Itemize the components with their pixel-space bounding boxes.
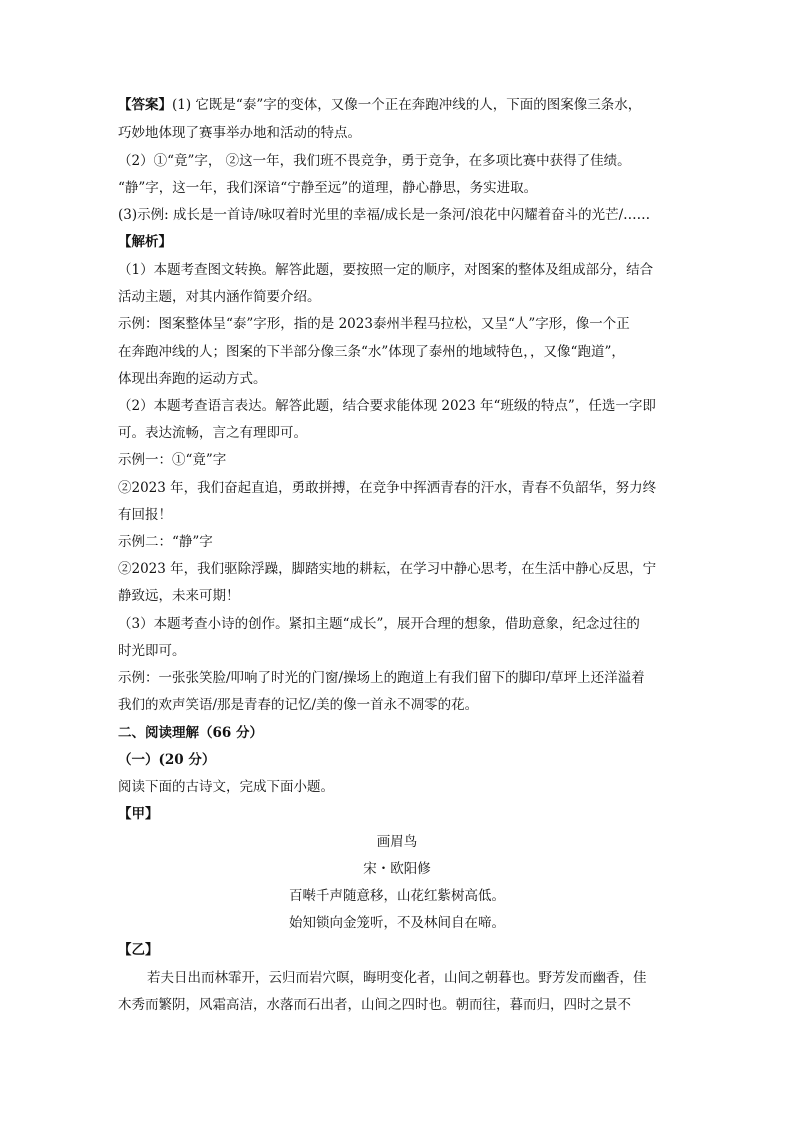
analysis-line-2: 活动主题，对其内涵作简要介绍。 (118, 289, 321, 305)
analysis-line-11: 示例二：“静”字 (118, 534, 213, 550)
analysis-line-12: ②2023 年，我们驱除浮躁，脚踏实地的耕耘，在学习中静心思考，在生活中静心反思，宁 (118, 561, 657, 577)
reading-instruction: 阅读下面的古诗文，完成下面小题。 (118, 779, 334, 795)
yi-line-1: 若夫日出而林霏开，云归而岩穴暝，晦明变化者，山间之朝暮也。野芳发而幽香，佳 (147, 970, 647, 986)
yi-line-2: 木秀而繁阴，风霜高洁，水落而石出者，山间之四时也。朝而往，暮而归，四时之景不 (118, 997, 631, 1013)
analysis-line-9: ②2023 年，我们奋起直追，勇敢拼搏，在竞争中挥洒青春的汗水，青春不负韶华，努力终 (118, 480, 657, 496)
poem-author: 宋・欧阳修 (363, 861, 431, 877)
analysis-line-3: 示例：图案整体呈“泰”字形，指的是 2023泰州半程马拉松，又呈“人”字形，像一个正 (118, 316, 630, 332)
analysis-line-16: 示例：一张张笑脸/叩响了时光的门窗/操场上的跑道上有我们留下的脚印/草坪上还洋溢着 (118, 670, 645, 686)
analysis-line-14: （3）本题考查小诗的创作。紧扣主题“成长”，展开合理的想象，借助意象，纪念过往的 (118, 616, 640, 632)
answer-line-2: 巧妙地体现了赛事举办地和活动的特点。 (118, 125, 361, 141)
analysis-line-7: 可。表达流畅，言之有理即可。 (118, 425, 307, 441)
jia-label: 【甲】 (118, 806, 159, 822)
section-heading: 二、阅读理解（66 分） (118, 725, 263, 741)
analysis-line-13: 静致远，未来可期！ (118, 588, 240, 604)
analysis-line-8: 示例一：①“竟”字 (118, 452, 227, 468)
analysis-line-6: （2）本题考查语言表达。解答此题，结合要求能体现 2023 年“班级的特点”，任选一字即 (118, 398, 656, 414)
analysis-line-10: 有回报！ (118, 507, 172, 523)
answer-line-1: 【答案】(1) 它既是“泰”字的变体，又像一个正在奔跑冲线的人，下面的图案像三条水， (118, 97, 642, 113)
answer-line-4: “静”字，这一年，我们深谙“宁静至远”的道理，静心静思，务实进取。 (118, 180, 538, 196)
answer-line-5: (3)示例: 成长是一首诗/咏叹着时光里的幸福/成长是一条河/浪花中闪耀着奋斗的光芒/…… (118, 207, 651, 223)
analysis-line-17: 我们的欢声笑语/那是青春的记忆/美的像一首永不凋零的花。 (118, 697, 479, 713)
analysis-line-15: 时光即可。 (118, 643, 186, 659)
analysis-line-5: 体现出奔跑的运动方式。 (118, 371, 267, 387)
poem-line-2: 始知锁向金笼听，不及林间自在啼。 (289, 915, 505, 931)
poem-title: 画眉鸟 (376, 834, 418, 850)
analysis-line-1: （1）本题考查图文转换。解答此题，要按照一定的顺序，对图案的整体及组成部分，结合 (118, 262, 654, 278)
analysis-heading: 【解析】 (118, 234, 172, 250)
subsection-heading: （一）(20 分） (118, 752, 216, 768)
poem-line-1: 百啭千声随意移，山花红紫树高低。 (289, 888, 505, 904)
analysis-line-4: 在奔跑冲线的人；图案的下半部分像三条“水”体现了泰州的地域特色，，又像“跑道”， (118, 344, 625, 360)
answer-line-3: （2）①“竟”字， ②这一年，我们班不畏竞争，勇于竞争，在多项比赛中获得了佳绩。 (118, 153, 631, 169)
yi-label: 【乙】 (118, 942, 159, 958)
